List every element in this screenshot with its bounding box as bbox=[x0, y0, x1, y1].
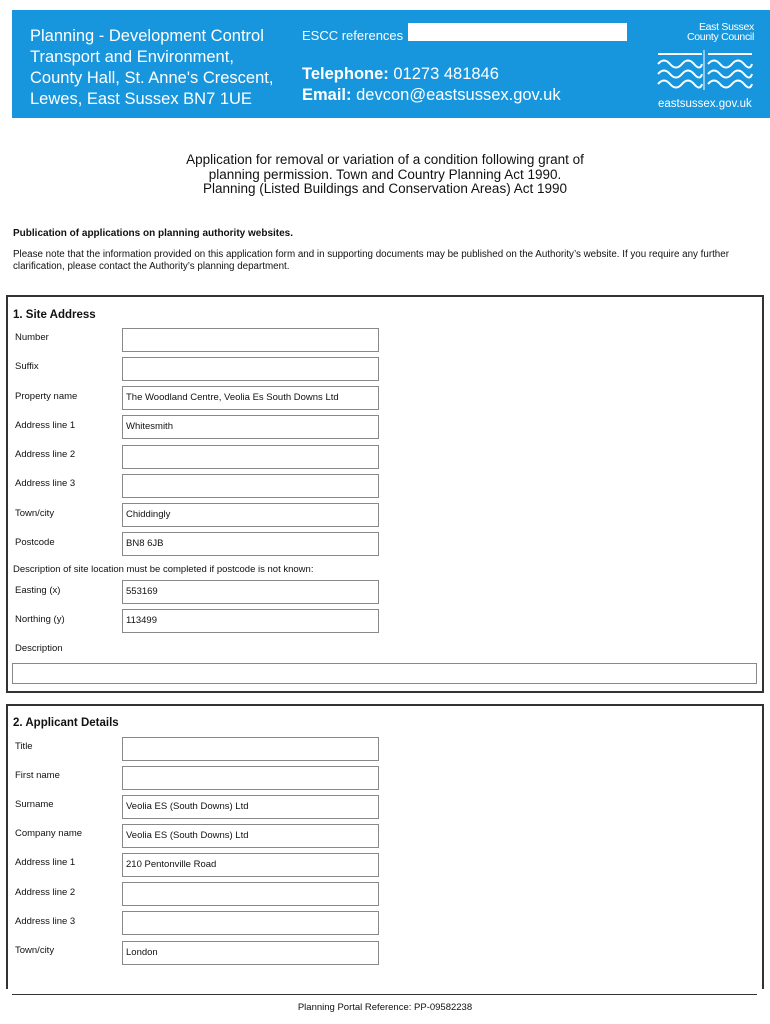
east-sussex-logo bbox=[652, 22, 760, 112]
applicant-town-city-field[interactable]: London bbox=[122, 941, 379, 965]
office-line: Lewes, East Sussex BN7 1UE bbox=[30, 90, 252, 108]
suffix-label: Suffix bbox=[15, 361, 39, 372]
applicant-town-city-label: Town/city bbox=[15, 945, 55, 956]
applicant-address-line-1-field[interactable]: 210 Pentonville Road bbox=[122, 853, 379, 877]
telephone-value: 01273 481846 bbox=[393, 65, 499, 83]
email-label: Email: bbox=[302, 86, 352, 104]
title-line: Planning (Listed Buildings and Conservation Areas) Act 1990 bbox=[203, 181, 567, 196]
office-line: County Hall, St. Anne's Crescent, bbox=[30, 69, 274, 87]
applicant-address-line-2-field[interactable] bbox=[122, 882, 379, 906]
form-title bbox=[0, 153, 770, 197]
applicant-address-line-2-label: Address line 2 bbox=[15, 887, 76, 898]
number-label: Number bbox=[15, 332, 49, 343]
property-name-field[interactable]: The Woodland Centre, Veolia Es South Downs Ltd bbox=[122, 386, 379, 410]
description-label: Description bbox=[15, 643, 63, 654]
address-line-2-field[interactable] bbox=[122, 445, 379, 469]
town-city-field[interactable]: Chiddingly bbox=[122, 503, 379, 527]
location-note: Description of site location must be completed if postcode is not known: bbox=[13, 564, 314, 575]
first-name-label: First name bbox=[15, 770, 60, 781]
address-line-3-field[interactable] bbox=[122, 474, 379, 498]
logo-wordmark bbox=[687, 22, 754, 42]
town-city-label: Town/city bbox=[15, 508, 55, 519]
escc-references-field[interactable] bbox=[408, 23, 627, 41]
applicant-address-line-3-label: Address line 3 bbox=[15, 916, 76, 927]
postcode-field[interactable]: BN8 6JB bbox=[122, 532, 379, 556]
publication-heading: Publication of applications on planning authority websites. bbox=[13, 228, 294, 239]
number-field[interactable] bbox=[122, 328, 379, 352]
office-line: Transport and Environment, bbox=[30, 48, 234, 66]
easting-label: Easting (x) bbox=[15, 585, 61, 596]
northing-field[interactable]: 113499 bbox=[122, 609, 379, 633]
contact-details bbox=[302, 64, 561, 106]
logo-line-1: East Sussex bbox=[698, 21, 754, 33]
applicant-details-section bbox=[6, 704, 764, 989]
applicant-address-line-1-label: Address line 1 bbox=[15, 857, 76, 868]
publication-notice: Please note that the information provided on this application form and in supporting documents may be published on the Authority’s website. If you require any further clarification, please contact the Authority’s planning department. bbox=[13, 249, 729, 272]
title-line: planning permission. Town and Country Planning Act 1990. bbox=[208, 166, 562, 182]
company-name-field[interactable]: Veolia ES (South Downs) Ltd bbox=[122, 824, 379, 848]
description-field[interactable] bbox=[12, 663, 757, 684]
office-line: Planning - Development Control bbox=[30, 27, 264, 45]
title-line: Application for removal or variation of a condition following grant of bbox=[186, 152, 584, 167]
first-name-field[interactable] bbox=[122, 766, 379, 790]
address-line-1-label: Address line 1 bbox=[15, 420, 76, 431]
office-address bbox=[30, 26, 273, 110]
email-link[interactable]: devcon@eastsussex.gov.uk bbox=[356, 86, 561, 104]
telephone-label: Telephone: bbox=[302, 65, 389, 83]
site-address-title: 1. Site Address bbox=[13, 309, 96, 321]
header-banner bbox=[12, 10, 770, 118]
escc-references-label: ESCC references bbox=[302, 28, 404, 43]
easting-field[interactable]: 553169 bbox=[122, 580, 379, 604]
property-name-label: Property name bbox=[15, 391, 78, 402]
waves-icon bbox=[656, 48, 756, 94]
northing-label: Northing (y) bbox=[15, 614, 65, 625]
logo-url: eastsussex.gov.uk bbox=[658, 98, 752, 110]
address-line-3-label: Address line 3 bbox=[15, 478, 76, 489]
title-label: Title bbox=[15, 741, 33, 752]
applicant-address-line-3-field[interactable] bbox=[122, 911, 379, 935]
address-line-2-label: Address line 2 bbox=[15, 449, 76, 460]
planning-portal-reference: Planning Portal Reference: PP-09582238 bbox=[297, 1002, 473, 1013]
suffix-field[interactable] bbox=[122, 357, 379, 381]
surname-field[interactable]: Veolia ES (South Downs) Ltd bbox=[122, 795, 379, 819]
logo-line-2: County Council bbox=[686, 31, 754, 43]
surname-label: Surname bbox=[15, 799, 54, 810]
title-field[interactable] bbox=[122, 737, 379, 761]
company-name-label: Company name bbox=[15, 828, 83, 839]
applicant-details-title: 2. Applicant Details bbox=[13, 717, 119, 729]
footer-divider bbox=[12, 994, 757, 995]
postcode-label: Postcode bbox=[15, 537, 55, 548]
address-line-1-field[interactable]: Whitesmith bbox=[122, 415, 379, 439]
site-address-section bbox=[6, 295, 764, 693]
